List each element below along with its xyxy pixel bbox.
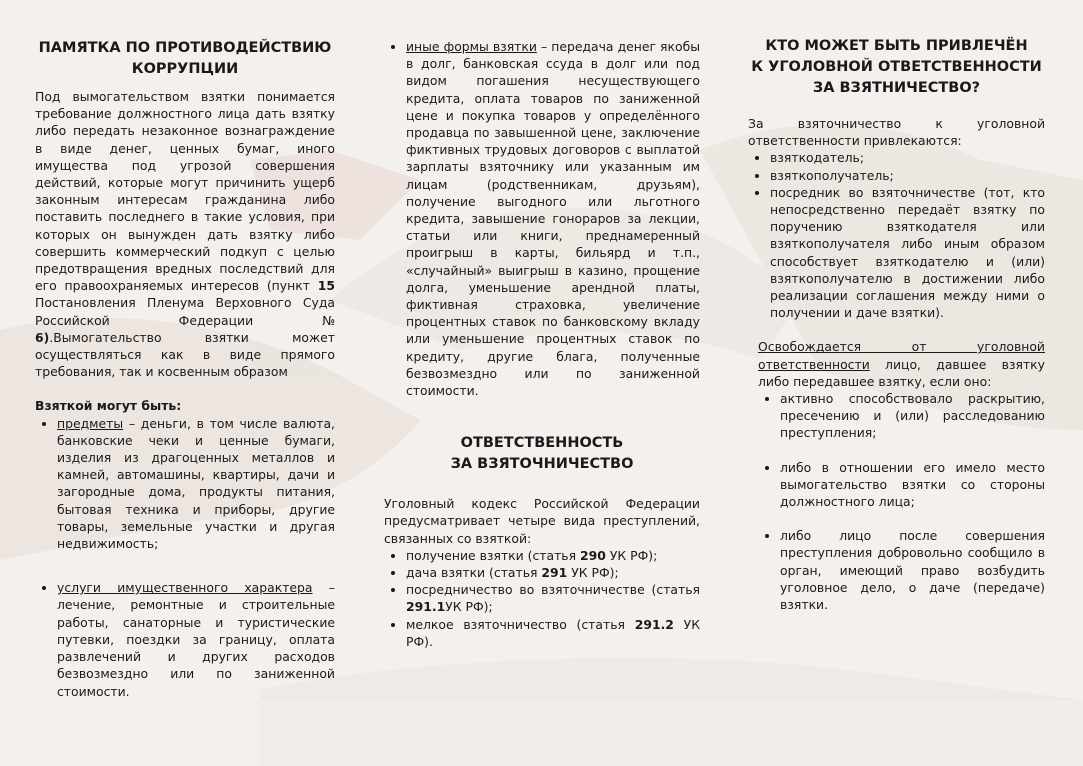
column-2 [384, 0, 700, 650]
release-paragraph [748, 338, 1045, 390]
crime-text: дача взятки (статья [406, 565, 542, 581]
responsibility-title-line-2: ЗА ВЗЯТОЧНИЧЕСТВО [450, 456, 634, 473]
release-list [748, 390, 1045, 442]
column-1 [35, 0, 335, 700]
article-number: 291 [541, 565, 568, 581]
memo-title-line-1: ПАМЯТКА ПО ПРОТИВОДЕЙСТВИЮ [38, 40, 332, 56]
responsibility-title-line-1: ОТВЕТСТВЕННОСТЬ [460, 435, 624, 452]
article-number: 290 [580, 547, 606, 563]
list-item [406, 38, 700, 399]
bribe-types-list [35, 415, 335, 553]
crimes-list [384, 547, 700, 650]
extortion-resolution-number: 6) [35, 329, 50, 345]
item-text: – лечение, ремонтные и строительные работы, санаторные и туристические путевки, поездки за границу, оплата развлечений и других расходов безвозмездно или по заниженной стоимости. [57, 580, 335, 699]
article-number: 291.1 [406, 599, 446, 615]
liability-title-line-1: КТО МОЖЕТ БЫТЬ ПРИВЛЕЧЁН [765, 38, 1028, 54]
item-term: услуги имущественного характера [57, 580, 313, 596]
list-item [406, 564, 700, 581]
item-text: – деньги, в том числе валюта, банковские чеки и ценные бумаги, изделия из драгоценных металлов и камней, автомашины, квартиры, дачи и загородные дома, продукты питания, бытовая техника и приборы, другие товары, земельные участки и другая недвижимость; [57, 415, 335, 552]
liability-title-line-2: К УГОЛОВНОЙ ОТВЕТСТВЕННОСТИ [751, 59, 1042, 75]
crime-tail: УК РФ). [406, 616, 700, 649]
list-item [406, 616, 700, 650]
extortion-definition [35, 88, 335, 380]
item-term: предметы [57, 415, 124, 431]
memo-title-line-2: КОРРУПЦИИ [131, 61, 239, 77]
responsibility-title [384, 433, 700, 475]
release-term: Освобождается от уголовной ответственности [758, 339, 1045, 372]
list-item [406, 547, 700, 564]
crime-text: посредничество во взяточничестве (статья [406, 582, 700, 598]
list-item [57, 579, 335, 699]
liable-list [748, 149, 1045, 321]
column-3 [748, 0, 1045, 613]
release-text: лицо, давшее взятку либо передавшее взятку, если оно: [758, 356, 1045, 389]
list-item: • либо лицо после совершения преступления добровольно сообщило в орган, имеющий право возбудить уголовное дело, о даче (передаче) взятки. [780, 527, 1045, 613]
crime-text: мелкое взяточничество (статья [406, 616, 635, 632]
item-text: – передача денег якобы в долг, банковская ссуда в долг или под видом погашения несуществующего кредита, оплата товаров по заниженной цене и покупка товаров у определённого продавца по завышенной цене, заключение фиктивных трудовых договоров с выплатой зарплаты взяточнику или указанным им лицам (родственникам, друзьям), получение выгодного или льготного кредита, завышение гонораров за лекции, статьи или книги, преднамеренный проигрыш в карты, бильярд и т.п., «случайный» выигрыш в казино, прощение долга, уменьшение арендной платы, фиктивная страховка, увеличение процентных ставок по банковскому вкладу или уменьшение процентных ставок по кредиту, другие блага, полученные безвозмездно или по заниженной стоимости. [406, 39, 700, 399]
crime-tail: УК РФ); [445, 599, 493, 615]
bribe-types-list-3 [384, 38, 700, 399]
crime-tail: УК РФ); [605, 547, 658, 563]
crime-tail: УК РФ); [567, 565, 619, 581]
liability-title [748, 36, 1045, 99]
list-item: • взяткополучатель; [770, 167, 1045, 184]
extortion-text-c: .Вымогательство взятки может осуществляться как в виде прямого требования, так и косвенным образом [35, 329, 335, 380]
extortion-text-a: Под вымогательством взятки понимается требование должностного лица дать взятку либо передать незаконное вознаграждение в виде денег, ценных бумаг, иного имущества под угрозой совершения действий, которые могут причинить ущерб законным интересам гражданина либо поставить последнего в такие условия, при которых он вынужден дать взятку либо совершить коммерческий подкуп с целью предотвращения вредных последствий для его правоохраняемых интересов (пункт [35, 89, 335, 294]
crime-text: получение взятки (статья [406, 547, 581, 563]
bribe-heading: Взяткой могут быть: [35, 398, 182, 414]
extortion-text-b: Постановления Пленума Верховного Суда Российской Федерации № [35, 295, 335, 328]
release-list-3 [748, 527, 1045, 613]
bribe-types-list-2 [35, 579, 335, 699]
liable-intro: За взяточничество к уголовной ответственности привлекаются: [748, 116, 1045, 149]
memo-title [35, 38, 335, 80]
liability-title-line-3: ЗА ВЗЯТНИЧЕСТВО? [812, 80, 981, 96]
list-item: • посредник во взяточничестве (тот, кто непосредственно передаёт взятку по поручению взяткодателя или взяткополучателя либо иным образом способствует взяткодателю и (или) взяткополучателю в достижении либо реализации соглашения между ними о получении и даче взятки). [770, 184, 1045, 322]
article-number: 291.2 [634, 616, 674, 632]
list-item: • взяткодатель; [770, 149, 1045, 166]
criminal-code-intro: Уголовный кодекс Российской Федерации предусматривает четыре вида преступлений, связанных со взяткой: [384, 496, 700, 546]
list-item: • активно способствовало раскрытию, пресечению и (или) расследованию преступления; [780, 390, 1045, 442]
item-term: иные формы взятки [406, 39, 537, 54]
extortion-point-number: 15 [317, 278, 335, 294]
list-item [406, 581, 700, 615]
list-item [57, 415, 335, 553]
release-list-2 [748, 459, 1045, 511]
list-item: • либо в отношении его имело место вымогательство взятки со стороны должностного лица; [780, 459, 1045, 511]
